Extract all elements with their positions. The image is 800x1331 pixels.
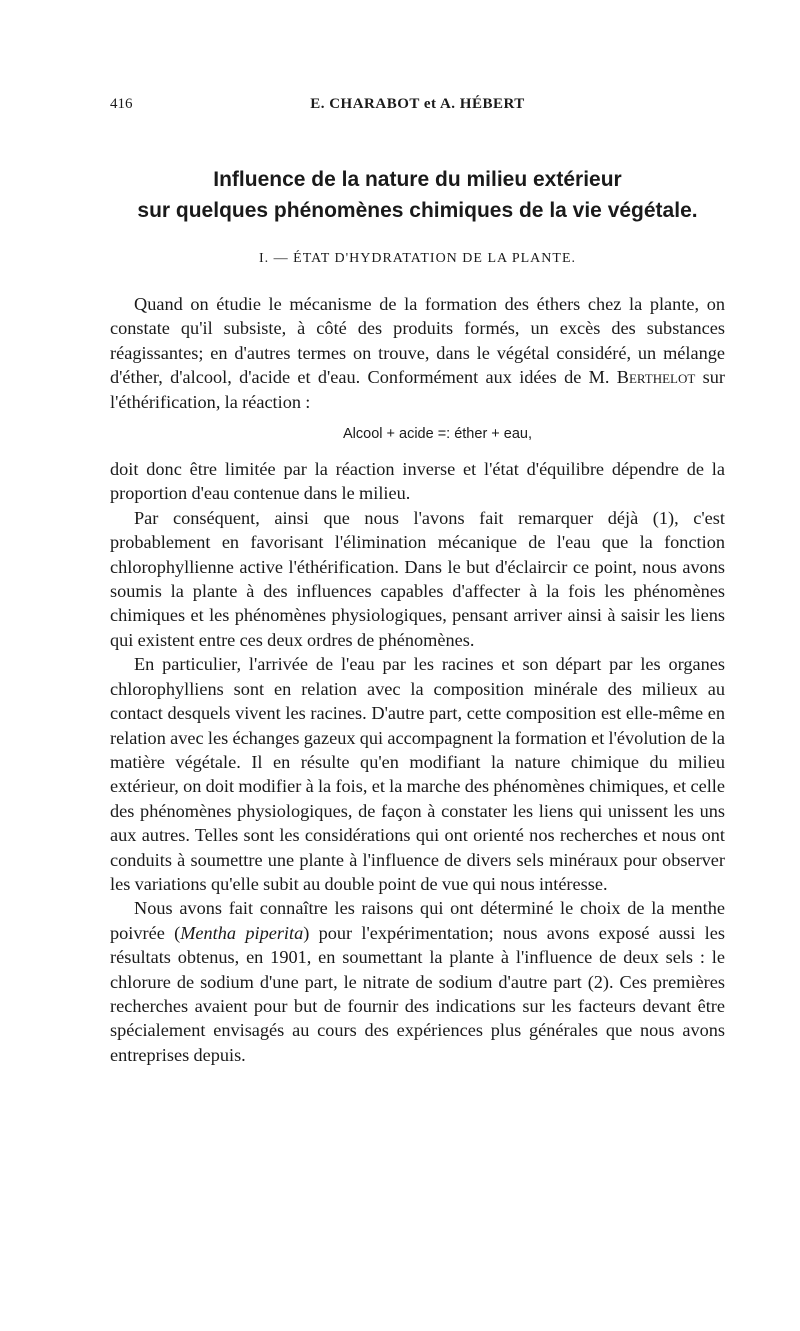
paragraph-5-start: Nous avons fait connaître les raisons qui ont déterminé le choix de la menthe poivrée ( (110, 898, 725, 943)
section-heading: I. — ÉTAT D'HYDRATATION DE LA PLANTE. (259, 251, 576, 266)
reaction-equation: Alcool + acide =: éther + eau, (342, 426, 533, 443)
document-page (110, 90, 725, 1067)
paragraph-5-end: ) pour l'expérimentation; nous avons exposé aussi les résultats obtenus, en 1901, en soumettant la plante à l'influence de deux sels : le chlorure de sodium d'une part, le nitrate de sodium d'autre part (2). Ces premières recherches avaient pour but de fournir des indications sur les facteurs devant être spécialement envisagés au cours des expériences plus générales que nous avons entreprises depuis. (110, 922, 725, 1065)
paragraph-3: Par conséquent, ainsi que nous l'avons fait remarquer déjà (1), c'est probablement en favorisant l'élimination mécanique de l'eau que la fonction chlorophyllienne active l'éthérification. Dans le but d'éclaircir ce point, nous avons soumis la plante à des influences capables d'affecter à la fois les phénomènes chimiques et les phénomènes physiologiques, pensant arriver ainsi à saisir les liens qui existent entre ces deux ordres de phénomènes. (110, 507, 725, 650)
paragraph-1 (110, 292, 725, 414)
paragraph-2: doit donc être limitée par la réaction inverse et l'état d'équilibre dépendre de la proportion d'eau contenue dans le milieu. (110, 459, 725, 504)
paragraph-1-text: Quand on étudie le mécanisme de la formation des éthers chez la plante, on constate qu'il subsiste, à côté des produits formés, un excès des substances réagissantes; en d'autres termes on trouve, dans le végétal considéré, un mélange d'éther, d'alcool, d'acide et d'eau. Conformément aux idées de M. (110, 294, 725, 388)
article-title (110, 164, 725, 226)
article-title-line-1: Influence de la nature du milieu extérieur (213, 168, 622, 191)
page-number: 416 (110, 96, 133, 112)
running-title: E. CHARABOT et A. HÉBERT (310, 96, 525, 112)
body-text (110, 292, 725, 1067)
paragraph-1-end: sur l'éthérification, la réaction : (110, 367, 725, 412)
article-title-line-2: sur quelques phénomènes chimiques de la vie végétale. (137, 199, 698, 222)
running-header (110, 90, 725, 116)
species-name: Mentha piperita (180, 922, 304, 943)
paragraph-5 (110, 896, 725, 1067)
paragraph-4: En particulier, l'arrivée de l'eau par les racines et son départ par les organes chlorophylliens sont en relation avec la composition minérale des milieux au contact desquels vivent les racines. D'autre part, cette composition est elle-même en relation avec les échanges gazeux qui accompagnent la formation et l'évolution de la matière végétale. Il en résulte qu'en modifiant la nature chimique du milieu extérieur, on doit modifier à la fois, et la marche des phénomènes chimiques, et celle des phénomènes physiologiques, de façon à constater les liens qui unissent les uns aux autres. Telles sont les considérations qui ont orienté nos recherches et nous ont conduits à soumettre une plante à l'influence de divers sels minéraux pour observer les variations qu'elle subit au double point de vue qui nous intéresse. (110, 654, 725, 894)
author-name-berthelot: Berthelot (616, 367, 696, 388)
